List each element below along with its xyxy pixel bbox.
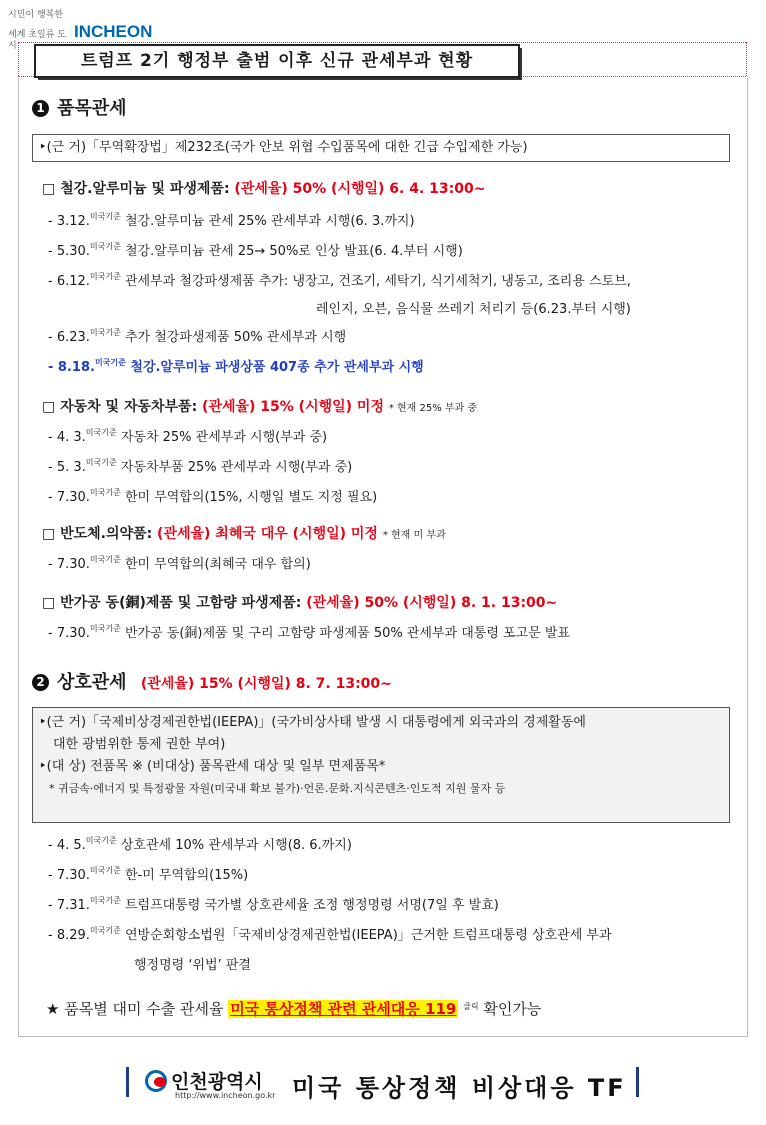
slogan-top: 시민이 행복한	[8, 10, 64, 20]
list-item	[48, 834, 352, 853]
footer-bar-left	[126, 1067, 129, 1097]
item-sup: 미국기준	[89, 328, 121, 337]
item-text: 한미 무역합의(15%, 시행일 별도 지정 필요)	[124, 490, 378, 505]
category-status: (관세율) 50% (시행일) 8. 1. 13:00~	[306, 595, 558, 611]
category-status: (관세율) 50% (시행일) 6. 4. 13:00~	[234, 181, 486, 197]
item-sup: 미국기준	[85, 836, 117, 845]
item-sup: 미국기준	[89, 624, 121, 633]
slogan-bottom: 세계 초일류 도시	[8, 30, 66, 51]
list-item	[48, 924, 612, 943]
list-item	[48, 240, 463, 259]
category-copper	[42, 592, 557, 612]
item-text: 상호관세 10% 관세부과 시행(8. 6.까지)	[120, 838, 352, 853]
incheon-emblem-icon	[145, 1070, 167, 1092]
footnote-after: 확인가능	[483, 1000, 542, 1018]
list-item-highlighted	[48, 356, 424, 375]
category-marker: □	[42, 181, 56, 197]
category-note: * 현재 미 부과	[382, 530, 446, 541]
item-sup: 미국기준	[89, 488, 121, 497]
title-divider-left	[18, 42, 19, 76]
item-sup: 미국기준	[89, 926, 121, 935]
list-item	[48, 553, 311, 572]
item-date: - 5.30.	[48, 244, 90, 259]
section1-number: 1	[32, 100, 49, 117]
item-date: - 4. 5.	[48, 838, 86, 853]
footer-org-name: 인천광역시	[171, 1071, 263, 1093]
incheon-wordmark: INCHEON	[74, 22, 153, 41]
footer-url: http://www.incheon.go.kr	[175, 1091, 276, 1100]
category-name: 반가공 동(銅)제품 및 고함량 파생제품:	[60, 595, 302, 611]
category-auto	[42, 396, 477, 416]
list-item-continuation: 행정명령 ‘위법’ 판결	[134, 958, 251, 973]
category-marker: □	[42, 399, 56, 415]
category-name: 철강.알루미늄 및 파생제품:	[60, 181, 230, 197]
list-item	[48, 326, 346, 345]
category-status: (관세율) 최혜국 대우 (시행일) 미정	[157, 526, 378, 542]
item-sup: 미국기준	[89, 242, 121, 251]
slogan-logo	[8, 6, 68, 51]
list-item	[48, 894, 499, 913]
category-semiconductor	[42, 523, 446, 543]
item-text: 철강.알루미늄 관세 25% 관세부과 시행(6. 3.까지)	[124, 214, 415, 229]
item-date: - 8.18.	[48, 360, 95, 375]
item-date: - 7.30.	[48, 626, 90, 641]
list-item	[48, 270, 631, 289]
item-text: 한미 무역합의(최혜국 대우 합의)	[124, 557, 311, 572]
list-item-continuation: 레인지, 오븐, 음식물 쓰레기 처리기 등(6.23.부터 시행)	[316, 302, 631, 317]
click-label: 클릭	[463, 1002, 479, 1011]
list-item	[48, 864, 248, 883]
list-item	[48, 486, 377, 505]
item-sup: 미국기준	[85, 428, 117, 437]
item-text: 관세부과 철강파생제품 추가: 냉장고, 건조기, 세탁기, 식기세척기, 냉동고, 조리용 스토브,	[124, 274, 631, 289]
section2-basis-line2: 대한 광범위한 통제 권한 부여)	[53, 737, 226, 752]
item-sup: 미국기준	[89, 212, 121, 221]
item-sup: 미국기준	[89, 896, 121, 905]
list-item	[48, 426, 327, 445]
item-date: - 6.23.	[48, 330, 90, 345]
item-sup: 미국기준	[89, 866, 121, 875]
item-date: - 8.29.	[48, 928, 90, 943]
item-date: - 5. 3.	[48, 460, 86, 475]
incheon-city-logo	[145, 1067, 285, 1103]
item-text: 한-미 무역합의(15%)	[124, 868, 249, 883]
item-date: - 7.31.	[48, 898, 90, 913]
title-divider-right	[746, 42, 747, 76]
section2-status: (관세율) 15% (시행일) 8. 7. 13:00~	[140, 676, 392, 692]
item-date: - 7.30.	[48, 490, 90, 505]
category-name: 자동차 및 자동차부품:	[60, 399, 198, 415]
item-sup: 미국기준	[89, 272, 121, 281]
item-text: 반가공 동(銅)제품 및 구리 고함량 파생제품 50% 관세부과 대통령 포고문 발표	[124, 626, 570, 641]
list-item	[48, 456, 352, 475]
section2-title: 상호관세	[57, 672, 127, 693]
category-marker: □	[42, 526, 56, 542]
section1-basis-box: ‣(근 거)「무역확장법」제232조(국가 안보 위협 수입품목에 대한 긴급 수입제한 가능)	[32, 134, 730, 162]
tariff-119-link[interactable]: 미국 통상정책 관련 관세대응 119	[230, 1000, 457, 1018]
item-text: 철강.알루미늄 관세 25→ 50%로 인상 발표(6. 4.부터 시행)	[124, 244, 463, 259]
section2-target: ‣(대 상) 전품목 ※ (비대상) 품목관세 대상 및 일부 면제품목*	[39, 759, 386, 774]
item-text: 자동차 25% 관세부과 시행(부과 중)	[120, 430, 328, 445]
item-date: - 4. 3.	[48, 430, 86, 445]
item-date: - 7.30.	[48, 557, 90, 572]
section2-heading	[32, 668, 392, 694]
section2-basis-box	[32, 707, 730, 823]
item-date: - 3.12.	[48, 214, 90, 229]
list-item	[48, 210, 415, 229]
title-divider-top	[18, 42, 746, 43]
item-text: 추가 철강파생제품 50% 관세부과 시행	[124, 330, 347, 345]
section2-number: 2	[32, 674, 49, 691]
category-marker: □	[42, 595, 56, 611]
footnote-text: 품목별 대미 수출 관세율	[64, 1000, 224, 1018]
section2-basis-line1: ‣(근 거)「국제비상경제권한법(IEEPA)」(국가비상사태 발생 시 대통령에게 외국과의 경제활동에	[39, 715, 586, 730]
item-sup: 미국기준	[89, 555, 121, 564]
list-item	[48, 622, 570, 641]
page-title: 트럼프 2기 행정부 출범 이후 신규 관세부과 현황	[34, 44, 520, 78]
tariff-link-note	[46, 998, 541, 1019]
category-note: * 현재 25% 부과 중	[388, 403, 478, 414]
item-sup: 미국기준	[94, 358, 126, 367]
item-text: 철강.알루미늄 파생상품 407종 추가 관세부과 시행	[130, 360, 424, 375]
item-text: 연방순회항소법원「국제비상경제권한법(IEEPA)」근거한 트럼프대통령 상호관세 부과	[124, 928, 612, 943]
category-status: (관세율) 15% (시행일) 미정	[202, 399, 384, 415]
section1-heading	[32, 94, 127, 120]
category-name: 반도체.의약품:	[60, 526, 153, 542]
section2-target-note: * 귀금속·에너지 및 특정광물 자원(미국내 확보 불가)·언론.문화.지식콘텐츠·인도적 지원 물자 등	[49, 782, 506, 795]
item-text: 트럼프대통령 국가별 상호관세율 조정 행정명령 서명(7일 후 발효)	[124, 898, 499, 913]
item-date: - 7.30.	[48, 868, 90, 883]
item-sup: 미국기준	[85, 458, 117, 467]
item-text: 자동차부품 25% 관세부과 시행(부과 중)	[120, 460, 353, 475]
footer-title: 미국 통상정책 비상대응 TF	[292, 1074, 627, 1102]
star-icon: ★	[46, 1000, 60, 1018]
section1-title: 품목관세	[57, 98, 127, 119]
footer-bar-right	[636, 1067, 639, 1097]
item-date: - 6.12.	[48, 274, 90, 289]
category-steel	[42, 178, 485, 198]
